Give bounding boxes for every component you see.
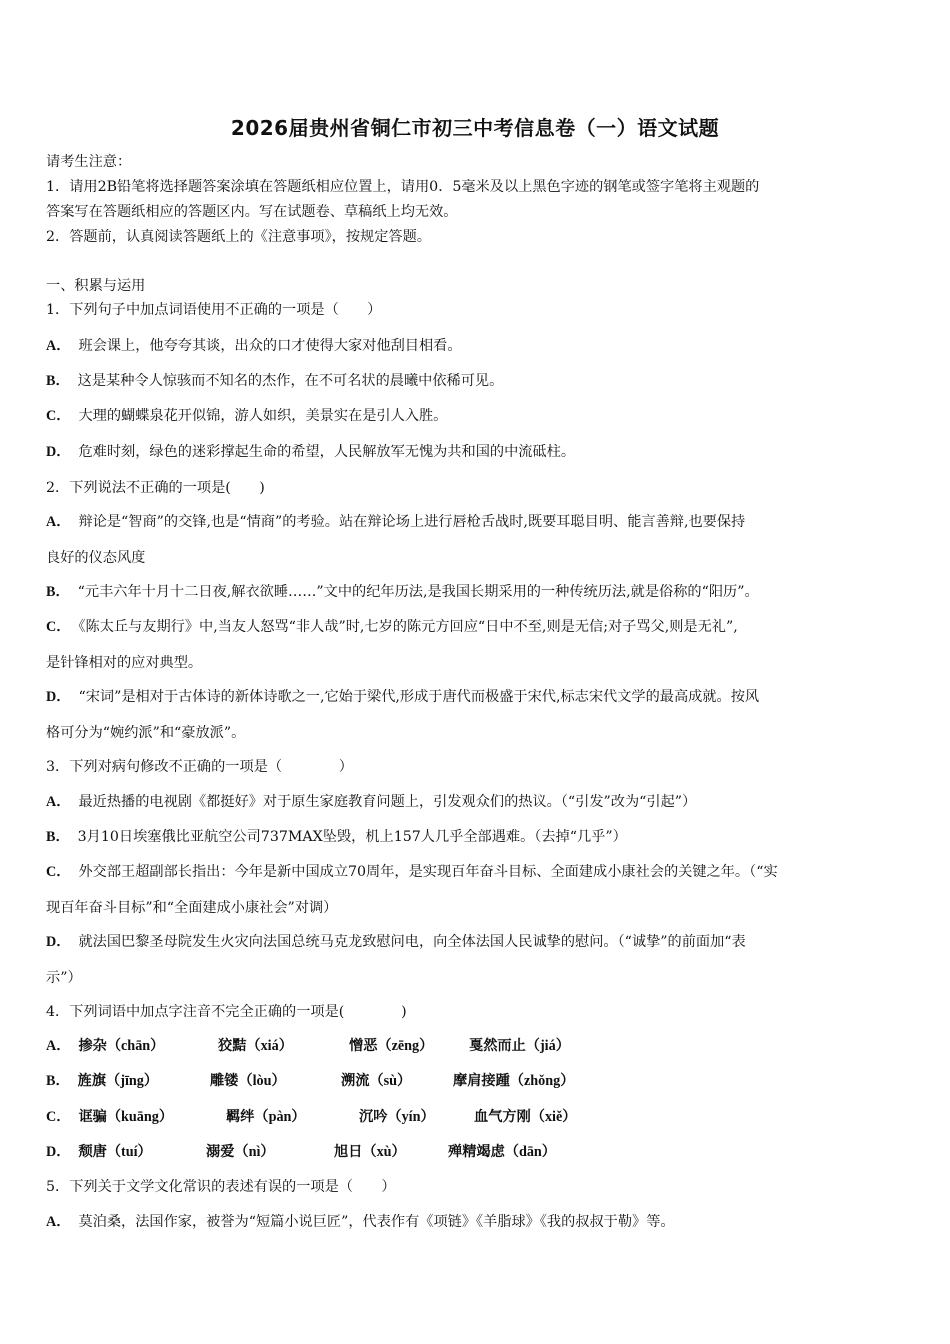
page-title: 2026届贵州省铜仁市初三中考信息卷（一）语文试题 (230, 116, 720, 140)
question-1-option-b (46, 371, 503, 391)
option-text: 危难时刻，绿色的迷彩撑起生命的希望，人民解放军无愧为共和国的中流砥柱。 (78, 444, 576, 460)
option-text: 就法国巴黎圣母院发生火灾向法国总统马克龙致慰问电，向全体法国人民诚挚的慰问。（“诚挚”的前面加“表 (78, 934, 746, 950)
option-text: 这是某种令人惊骇而不知名的杰作，在不可名状的晨曦中依稀可见。 (77, 373, 504, 389)
option-letter: B． (46, 373, 70, 389)
pinyin-word: 血气方刚（xiě） (474, 1109, 577, 1125)
question-5-stem: 5．下列关于文学文化常识的表述有误的一项是（ ） (46, 1179, 396, 1195)
option-text: 外交部王超副部长指出：今年是新中国成立70周年，是实现百年奋斗目标、全面建成小康社会的关键之年。（“实 (78, 864, 778, 880)
question-4-option-a (46, 1036, 906, 1056)
option-letter: C． (46, 408, 71, 424)
question-3-option-d-cont: 示”） (46, 970, 82, 986)
option-letter: B． (46, 584, 70, 600)
question-2-option-d (46, 687, 759, 707)
question-4-option-c (46, 1107, 906, 1127)
question-5-option-a (46, 1212, 675, 1232)
question-2-option-c-cont: 是针锋相对的应对典型。 (46, 655, 203, 671)
pinyin-word: 羁绊（pàn） (226, 1109, 306, 1125)
question-2-option-d-cont: 格可分为“婉约派”和“豪放派”。 (46, 725, 246, 741)
question-3-stem: 3．下列对病句修改不正确的一项是（ ） (46, 759, 353, 775)
option-letter: A． (46, 1038, 71, 1054)
option-letter: A． (46, 514, 71, 530)
option-letter: D． (46, 689, 71, 705)
option-letter: B． (46, 1073, 70, 1089)
pinyin-word: 雕镂（lòu） (210, 1073, 286, 1089)
pinyin-word: 颓唐（tuí） (78, 1144, 152, 1160)
option-letter: A． (46, 338, 71, 354)
pinyin-word: 殚精竭虑（dān） (448, 1144, 557, 1160)
option-text: “宋词”是相对于古体诗的新体诗歌之一,它始于梁代,形成于唐代而极盛于宋代,标志宋代文学的最高成就。按风 (78, 689, 760, 705)
notice-line-2: 2．答题前，认真阅读答题纸上的《注意事项》，按规定答题。 (46, 229, 431, 245)
pinyin-word: 憎恶（zēng） (349, 1038, 434, 1054)
option-text: 《陈太丘与友期行》中,当友人怒骂“非人哉”时,七岁的陈元方回应“日中不至,则是无信;对子骂父,则是无礼”, (78, 619, 738, 635)
question-3-option-c (46, 862, 778, 882)
question-1-option-c (46, 406, 447, 426)
option-text: “元丰六年十月十二日夜,解衣欲睡……”文中的纪年历法,是我国长期采用的一种传统历法,就是俗称的“阳历”。 (77, 584, 759, 600)
question-4-option-d (46, 1142, 906, 1162)
pinyin-word: 掺杂（chān） (78, 1038, 165, 1054)
pinyin-word: 戛然而止（jiá） (469, 1038, 570, 1054)
question-3-option-a (46, 792, 696, 812)
notice-line-1b: 答案写在答题纸相应的答题区内。写在试题卷、草稿纸上均无效。 (46, 204, 458, 220)
pinyin-word: 沉吟（yín） (359, 1109, 435, 1125)
pinyin-word: 摩肩接踵（zhǒng） (453, 1073, 575, 1089)
question-2-option-a (46, 512, 745, 532)
pinyin-word: 旭日（xù） (334, 1144, 406, 1160)
option-letter: C． (46, 1109, 71, 1125)
question-3-option-b (46, 827, 627, 847)
question-4-stem: 4．下列词语中加点字注音不完全正确的一项是( ) (46, 1004, 407, 1020)
notice-line-1a: 1．请用2B铅笔将选择题答案涂填在答题纸相应位置上，请用0．5毫米及以上黑色字迹的钢笔或签字笔将主观题的 (46, 179, 760, 195)
option-letter: C． (46, 864, 71, 880)
notice-heading: 请考生注意： (46, 154, 132, 170)
question-4-option-b (46, 1071, 906, 1091)
question-2-option-a-cont: 良好的仪态风度 (46, 550, 146, 566)
pinyin-word: 溺爱（nì） (206, 1144, 275, 1160)
option-letter: D． (46, 444, 71, 460)
question-3-option-c-cont: 现百年奋斗目标”和“全面建成小康社会”对调） (46, 900, 338, 916)
option-letter: A． (46, 794, 71, 810)
pinyin-word: 狡黠（xiá） (218, 1038, 293, 1054)
pinyin-word: 旌旗（jīng） (77, 1073, 159, 1089)
option-text: 莫泊桑，法国作家，被誉为“短篇小说巨匠”，代表作有《项链》《羊脂球》《我的叔叔于勒》等。 (78, 1214, 675, 1230)
question-2-stem: 2．下列说法不正确的一项是( ) (46, 480, 265, 496)
question-2-option-c (46, 617, 738, 637)
pinyin-word: 诓骗（kuāng） (78, 1109, 174, 1125)
option-letter: D． (46, 1144, 71, 1160)
section-heading: 一、积累与运用 (46, 278, 146, 294)
option-letter: C． (46, 619, 71, 635)
question-1-stem: 1．下列句子中加点词语使用不正确的一项是（ ） (46, 302, 382, 318)
option-letter: A． (46, 1214, 71, 1230)
option-letter: B． (46, 829, 70, 845)
pinyin-word: 溯流（sù） (341, 1073, 412, 1089)
option-text: 辩论是“智商”的交锋,也是“情商”的考验。站在辩论场上进行唇枪舌战时,既要耳聪目明、能言善辩,也要保持 (78, 514, 746, 530)
option-text: 3月10日埃塞俄比亚航空公司737MAX坠毁，机上157人几乎全部遇难。（去掉“几乎”） (77, 829, 627, 845)
option-text: 班会课上，他夸夸其谈，出众的口才使得大家对他刮目相看。 (78, 338, 462, 354)
question-2-option-b (46, 582, 759, 602)
option-letter: D． (46, 934, 71, 950)
question-3-option-d (46, 932, 746, 952)
option-text: 大理的蝴蝶泉花开似锦，游人如织，美景实在是引人入胜。 (78, 408, 448, 424)
option-text: 最近热播的电视剧《都挺好》对于原生家庭教育问题上，引发观众们的热议。（“引发”改为“引起”） (78, 794, 697, 810)
question-1-option-a (46, 336, 462, 356)
question-1-option-d (46, 442, 575, 462)
